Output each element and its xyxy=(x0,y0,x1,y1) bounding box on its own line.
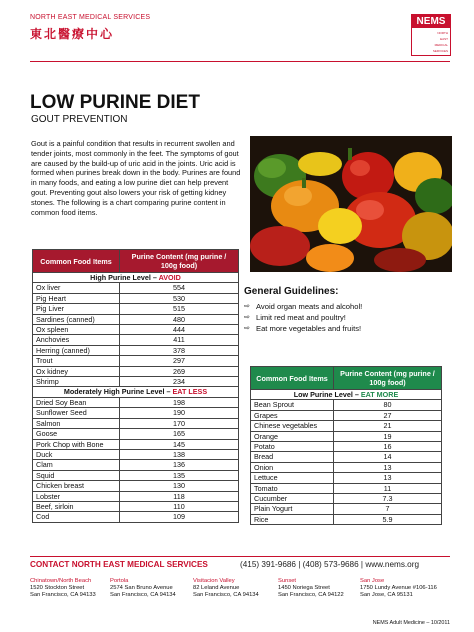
arrow-icon: ⇨ xyxy=(244,325,250,332)
location-address: 1750 Lundy Avenue #106-116 xyxy=(360,585,437,592)
table-row xyxy=(33,304,239,314)
location-city: San Francisco, CA 94134 xyxy=(110,592,176,599)
location-city: San Francisco, CA 94133 xyxy=(30,592,96,599)
food-name: Pork Chop with Bone xyxy=(33,439,120,449)
food-name: Trout xyxy=(33,356,120,366)
guideline-item xyxy=(244,312,362,323)
table-row xyxy=(33,481,239,491)
food-name: Bean Sprout xyxy=(251,400,334,410)
table-row xyxy=(33,397,239,407)
food-name: Ox kidney xyxy=(33,366,120,376)
table-row xyxy=(33,293,239,303)
table-row xyxy=(33,491,239,501)
food-name: Pig Liver xyxy=(33,304,120,314)
location-city: San Jose, CA 95131 xyxy=(360,592,413,599)
food-name: Bread xyxy=(251,452,334,462)
location-name: Chinatown/North Beach xyxy=(30,578,92,584)
location-name: San Jose xyxy=(360,578,385,584)
guideline-text: Eat more vegetables and fruits! xyxy=(256,324,362,333)
purine-value: 165 xyxy=(120,429,239,439)
table-row xyxy=(33,335,239,345)
purine-value: 515 xyxy=(120,304,239,314)
table-row xyxy=(33,439,239,449)
purine-value: 11 xyxy=(334,483,442,493)
section-high xyxy=(33,273,239,283)
food-name: Lobster xyxy=(33,491,120,501)
org-name: NORTH EAST MEDICAL SERVICES xyxy=(30,14,151,21)
guidelines-title-text: General Guidelines xyxy=(244,286,336,297)
table-row xyxy=(33,460,239,470)
col-header-food: Common Food Items xyxy=(33,250,120,273)
purine-value: 13 xyxy=(334,462,442,472)
purine-value: 7 xyxy=(334,504,442,514)
location-portola xyxy=(110,578,176,600)
location-name: Visitacion Valley xyxy=(193,578,235,584)
purine-value: 27 xyxy=(334,410,442,420)
location-name: Sunset xyxy=(278,578,297,584)
food-name: Cucumber xyxy=(251,494,334,504)
purine-value: 110 xyxy=(120,501,239,511)
food-name: Potato xyxy=(251,442,334,452)
table-row xyxy=(251,452,442,462)
col-header-food: Common Food Items xyxy=(251,367,334,390)
food-name: Dried Soy Bean xyxy=(33,397,120,407)
food-name: Onion xyxy=(251,462,334,472)
food-name: Ox liver xyxy=(33,283,120,293)
section-tag: EAT MORE xyxy=(360,390,399,399)
food-name: Plain Yogurt xyxy=(251,504,334,514)
location-sunset xyxy=(278,578,344,600)
food-name: Grapes xyxy=(251,410,334,420)
table-row xyxy=(33,345,239,355)
section-tag: EAT LESS xyxy=(172,387,208,397)
food-name: Sunflower Seed xyxy=(33,408,120,418)
table-row xyxy=(33,377,239,387)
purine-value: 135 xyxy=(120,470,239,480)
food-name: Ox spleen xyxy=(33,325,120,335)
section-tag: AVOID xyxy=(158,273,181,282)
logo-line: NORTH xyxy=(437,31,448,35)
location-name: Portola xyxy=(110,578,129,584)
intro-paragraph: Gout is a painful condition that results in recurrent swollen and tender joints, most commonly in the feet. The symptoms of gout are caused by the build-up of uric acid in the joints. Uric acid is formed when purines break down in the body. Purines are found in many foods, and eating a low purine diet can help prevent gout. Preventing gout also lowers your risk of getting kidney stones. The following is a chart comparing purine content in common food items. xyxy=(31,139,241,217)
purine-value: 378 xyxy=(120,345,239,355)
purine-value: 5.9 xyxy=(334,514,442,524)
table-row xyxy=(33,408,239,418)
location-address: 1520 Stockton Street xyxy=(30,585,85,592)
col-header-purine: Purine Content (mg purine / 100g food) xyxy=(334,367,442,390)
logo-line: MEDICAL xyxy=(434,43,448,47)
nems-logo xyxy=(411,14,451,56)
purine-value: 190 xyxy=(120,408,239,418)
guideline-text: Limit red meat and poultry! xyxy=(256,313,346,322)
food-name: Duck xyxy=(33,449,120,459)
table-row xyxy=(251,410,442,420)
purine-value: 16 xyxy=(334,442,442,452)
contact-phones[interactable]: (415) 391-9686 | (408) 573-9686 | www.nems.org xyxy=(240,560,420,569)
table-row xyxy=(33,325,239,335)
guidelines-colon: : xyxy=(335,286,339,297)
location-chinatown xyxy=(30,578,96,600)
food-name: Lettuce xyxy=(251,473,334,483)
table-row xyxy=(33,501,239,511)
logo-line: EAST xyxy=(440,37,448,41)
location-visitacion-valley xyxy=(193,578,259,600)
purine-value: 198 xyxy=(120,397,239,407)
purine-value: 19 xyxy=(334,431,442,441)
food-name: Herring (canned) xyxy=(33,345,120,355)
food-name: Anchovies xyxy=(33,335,120,345)
page-subtitle: GOUT PREVENTION xyxy=(31,114,128,125)
table-row xyxy=(33,283,239,293)
arrow-icon: ⇨ xyxy=(244,314,250,321)
food-name: Goose xyxy=(33,429,120,439)
table-row xyxy=(251,462,442,472)
purine-value: 480 xyxy=(120,314,239,324)
page-title: LOW PURINE DIET xyxy=(30,92,200,113)
section-low xyxy=(251,390,442,400)
logo-title: NEMS xyxy=(412,15,450,28)
food-name: Chinese vegetables xyxy=(251,421,334,431)
food-name: Beef, sirloin xyxy=(33,501,120,511)
header-divider xyxy=(30,61,450,62)
purine-value: 145 xyxy=(120,439,239,449)
purine-value: 130 xyxy=(120,481,239,491)
food-name: Sardines (canned) xyxy=(33,314,120,324)
food-name: Tomato xyxy=(251,483,334,493)
org-name-chinese: 東北醫療中心 xyxy=(30,27,115,41)
purine-value: 269 xyxy=(120,366,239,376)
table-row xyxy=(251,473,442,483)
purine-value: 170 xyxy=(120,418,239,428)
purine-value: 118 xyxy=(120,491,239,501)
footer-divider xyxy=(30,556,450,557)
location-address: 1450 Noriega Street xyxy=(278,585,330,592)
vegetables-photo xyxy=(250,136,452,272)
guideline-text: Avoid organ meats and alcohol! xyxy=(256,302,363,311)
location-city: San Francisco, CA 94134 xyxy=(193,592,259,599)
location-san-jose xyxy=(360,578,437,600)
food-name: Orange xyxy=(251,431,334,441)
location-city: San Francisco, CA 94122 xyxy=(278,592,344,599)
table-row xyxy=(251,494,442,504)
footer-note: NEMS Adult Medicine – 10/2011 xyxy=(372,620,450,626)
purine-value: 138 xyxy=(120,449,239,459)
table-row xyxy=(251,421,442,431)
table-row xyxy=(251,442,442,452)
food-name: Cod xyxy=(33,512,120,522)
purine-value: 554 xyxy=(120,283,239,293)
section-label: High Purine Level – xyxy=(90,273,159,282)
high-purine-table xyxy=(32,249,239,523)
purine-value: 80 xyxy=(334,400,442,410)
col-header-purine: Purine Content (mg purine / 100g food) xyxy=(120,250,239,273)
guidelines-list xyxy=(244,301,362,334)
food-name: Squid xyxy=(33,470,120,480)
food-name: Chicken breast xyxy=(33,481,120,491)
location-address: 82 Leland Avenue xyxy=(193,585,240,592)
table-row xyxy=(251,400,442,410)
contact-title: CONTACT NORTH EAST MEDICAL SERVICES xyxy=(30,560,208,569)
table-row xyxy=(251,514,442,524)
purine-value: 530 xyxy=(120,293,239,303)
purine-value: 14 xyxy=(334,452,442,462)
purine-value: 297 xyxy=(120,356,239,366)
table-row xyxy=(251,431,442,441)
purine-value: 109 xyxy=(120,512,239,522)
food-name: Salmon xyxy=(33,418,120,428)
table-row xyxy=(251,483,442,493)
table-row xyxy=(33,366,239,376)
logo-line: SERVICES xyxy=(432,49,448,53)
table-row xyxy=(33,314,239,324)
purine-value: 234 xyxy=(120,377,239,387)
table-row xyxy=(33,429,239,439)
table-row xyxy=(251,504,442,514)
arrow-icon: ⇨ xyxy=(244,303,250,310)
guideline-item xyxy=(244,323,362,334)
guideline-item xyxy=(244,301,362,312)
guidelines-title xyxy=(244,286,339,297)
table-row xyxy=(33,470,239,480)
purine-value: 444 xyxy=(120,325,239,335)
food-name: Rice xyxy=(251,514,334,524)
location-address: 2574 San Bruno Avenue xyxy=(110,585,173,592)
table-row xyxy=(33,356,239,366)
food-name: Shrimp xyxy=(33,377,120,387)
section-label: Low Purine Level – xyxy=(293,390,361,399)
low-purine-table xyxy=(250,366,442,525)
table-row xyxy=(33,449,239,459)
purine-value: 136 xyxy=(120,460,239,470)
purine-value: 21 xyxy=(334,421,442,431)
purine-value: 13 xyxy=(334,473,442,483)
table-row xyxy=(33,418,239,428)
purine-value: 411 xyxy=(120,335,239,345)
table-row xyxy=(33,512,239,522)
purine-value: 7.3 xyxy=(334,494,442,504)
food-name: Pig Heart xyxy=(33,293,120,303)
section-label: Moderately High Purine Level – xyxy=(63,387,173,397)
section-moderate xyxy=(33,387,239,397)
food-name: Clam xyxy=(33,460,120,470)
